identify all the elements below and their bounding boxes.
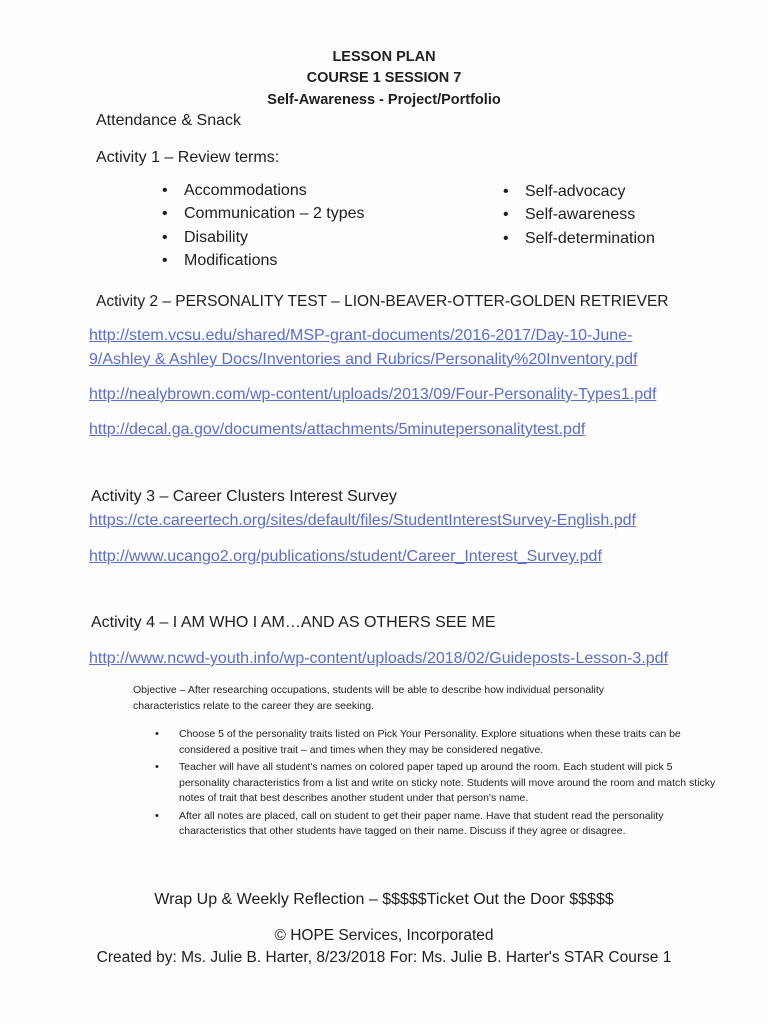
activity1-right-terms: [499, 180, 655, 250]
term-item: • Self-awareness: [499, 203, 655, 226]
term-item: • Self-determination: [499, 227, 655, 250]
copyright-line: © HOPE Services, Incorporated: [274, 927, 494, 944]
wrapup-heading: Wrap Up & Weekly Reflection – $$$$$Ticket Out the Door $$$$$: [154, 891, 614, 908]
five-minute-test-link[interactable]: http://decal.ga.gov/documents/attachments/5minutepersonalitytest.pdf: [89, 421, 586, 438]
term-item: • Modifications: [158, 249, 365, 272]
activity4-steps: [155, 727, 725, 842]
personality-inventory-link[interactable]: http://stem.vcsu.edu/shared/MSP-grant-documents/2016-2017/Day-10-June-: [89, 327, 633, 344]
title-course-session: COURSE 1 SESSION 7: [306, 70, 462, 86]
activity2-heading: Activity 2 – PERSONALITY TEST – LION-BEAVER-OTTER-GOLDEN RETRIEVER: [96, 293, 669, 310]
personality-inventory-link-cont[interactable]: 9/Ashley & Ashley Docs/Inventories and Rubrics/Personality%20Inventory.pdf: [89, 351, 638, 368]
student-interest-survey-link[interactable]: https://cte.careertech.org/sites/default/files/StudentInterestSurvey-English.pdf: [89, 512, 636, 529]
attendance-heading: Attendance & Snack: [96, 112, 241, 129]
step-item: • Teacher will have all student's names on colored paper taped up around the room. Each student will pick 5 personality characteristics from a list and write on sticky note. Students will move around the room and match sticky notes of trait that best describes another student under that person's name.: [155, 760, 725, 807]
step-item: • After all notes are placed, call on student to get their paper name. Have that student read the personality characteristics that other students have tagged on their name. Discuss if they agree or disagree.: [155, 809, 725, 840]
term-item: • Disability: [158, 226, 365, 249]
objective-line-1: Objective – After researching occupations, students will be able to describe how individual personality: [133, 684, 605, 696]
career-interest-survey-link[interactable]: http://www.ucango2.org/publications/student/Career_Interest_Survey.pdf: [89, 548, 602, 565]
term-item: • Communication – 2 types: [158, 202, 365, 225]
guideposts-lesson-link[interactable]: http://www.ncwd-youth.info/wp-content/uploads/2018/02/Guideposts-Lesson-3.pdf: [89, 650, 669, 667]
activity4-heading: Activity 4 – I AM WHO I AM…AND AS OTHERS SEE ME: [91, 614, 496, 631]
four-personality-types-link[interactable]: http://nealybrown.com/wp-content/uploads/2013/09/Four-Personality-Types1.pdf: [89, 386, 657, 403]
activity3-heading: Activity 3 – Career Clusters Interest Survey: [91, 488, 397, 505]
title-topic: Self-Awareness - Project/Portfolio: [267, 92, 501, 108]
objective-line-2: characteristics relate to the career they are seeking.: [133, 700, 375, 712]
term-item: • Self-advocacy: [499, 180, 655, 203]
title-lesson-plan: LESSON PLAN: [332, 49, 436, 65]
activity1-heading: Activity 1 – Review terms:: [96, 149, 280, 166]
created-by-line: Created by: Ms. Julie B. Harter, 8/23/2018 For: Ms. Julie B. Harter's STAR Course 1: [96, 949, 672, 966]
term-item: • Accommodations: [158, 179, 365, 202]
activity1-left-terms: [158, 179, 365, 272]
step-item: • Choose 5 of the personality traits listed on Pick Your Personality. Explore situations when these traits can be considered a positive trait – and times when they may be considered negative.: [155, 727, 725, 758]
